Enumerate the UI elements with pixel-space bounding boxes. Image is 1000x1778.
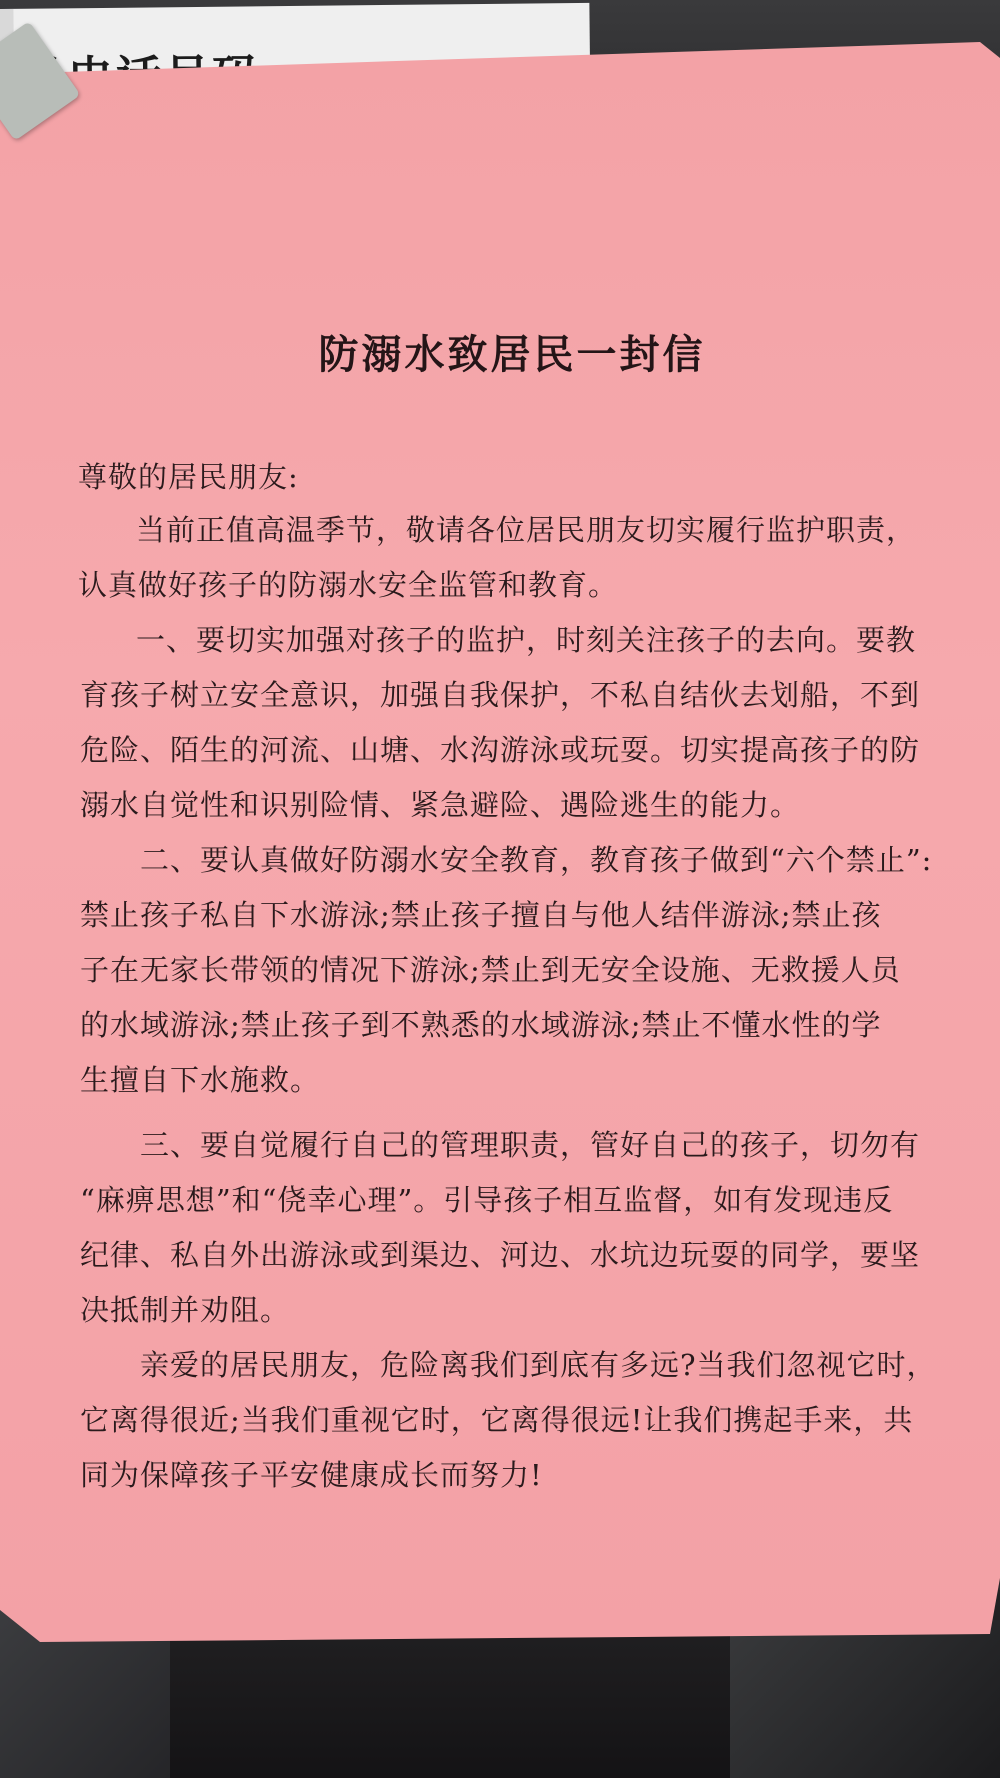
section-1-line: 一、要切实加强对孩子的监护，时刻关注孩子的去向。要教 (136, 623, 917, 657)
section-3-line: “麻痹思想”和“侥幸心理”。引导孩子相互监督，如有发现违反 (80, 1183, 894, 1217)
section-1-line: 危险、陌生的河流、山塘、水沟游泳或玩耍。切实提高孩子的防 (80, 733, 921, 767)
salutation: 尊敬的居民朋友: (78, 460, 299, 494)
letter-title: 防溺水致居民一封信 (318, 331, 706, 378)
section-1-line: 育孩子树立安全意识，加强自我保护，不私自结伙去划船，不到 (80, 678, 921, 712)
intro-line: 认真做好孩子的防溺水安全监管和教育。 (78, 568, 619, 602)
closing-line: 它离得很近;当我们重视它时，它离得很远!让我们携起手来，共 (80, 1403, 914, 1437)
section-2-line: 的水域游泳;禁止孩子到不熟悉的水域游泳;禁止不懂水性的学 (80, 1008, 882, 1042)
section-2-line: 生擅自下水施救。 (80, 1063, 321, 1097)
closing-line: 同为保障孩子平安健康成长而努力! (80, 1458, 543, 1492)
section-2-line: 禁止孩子私自下水游泳;禁止孩子擅自与他人结伴游泳;禁止孩 (80, 898, 882, 932)
closing-line: 亲爱的居民朋友，危险离我们到底有多远?当我们忽视它时， (140, 1348, 937, 1382)
section-2-line: 子在无家长带领的情况下游泳;禁止到无安全设施、无救援人员 (80, 953, 901, 987)
section-3-line: 决抵制并劝阻。 (80, 1293, 291, 1327)
section-3-line: 三、要自觉履行自己的管理职责，管好自己的孩子，切勿有 (140, 1128, 921, 1162)
section-3-line: 纪律、私自外出游泳或到渠边、河边、水坑边玩耍的同学，要坚 (80, 1238, 921, 1272)
section-1-line: 溺水自觉性和识别险情、紧急避险、遇险逃生的能力。 (80, 788, 801, 822)
board-frame-bottom-right (730, 1620, 1000, 1778)
intro-line: 当前正值高温季节，敬请各位居民朋友切实履行监护职责， (136, 513, 917, 547)
section-2-line: 二、要认真做好防溺水安全教育，教育孩子做到“六个禁止”: (140, 843, 933, 877)
